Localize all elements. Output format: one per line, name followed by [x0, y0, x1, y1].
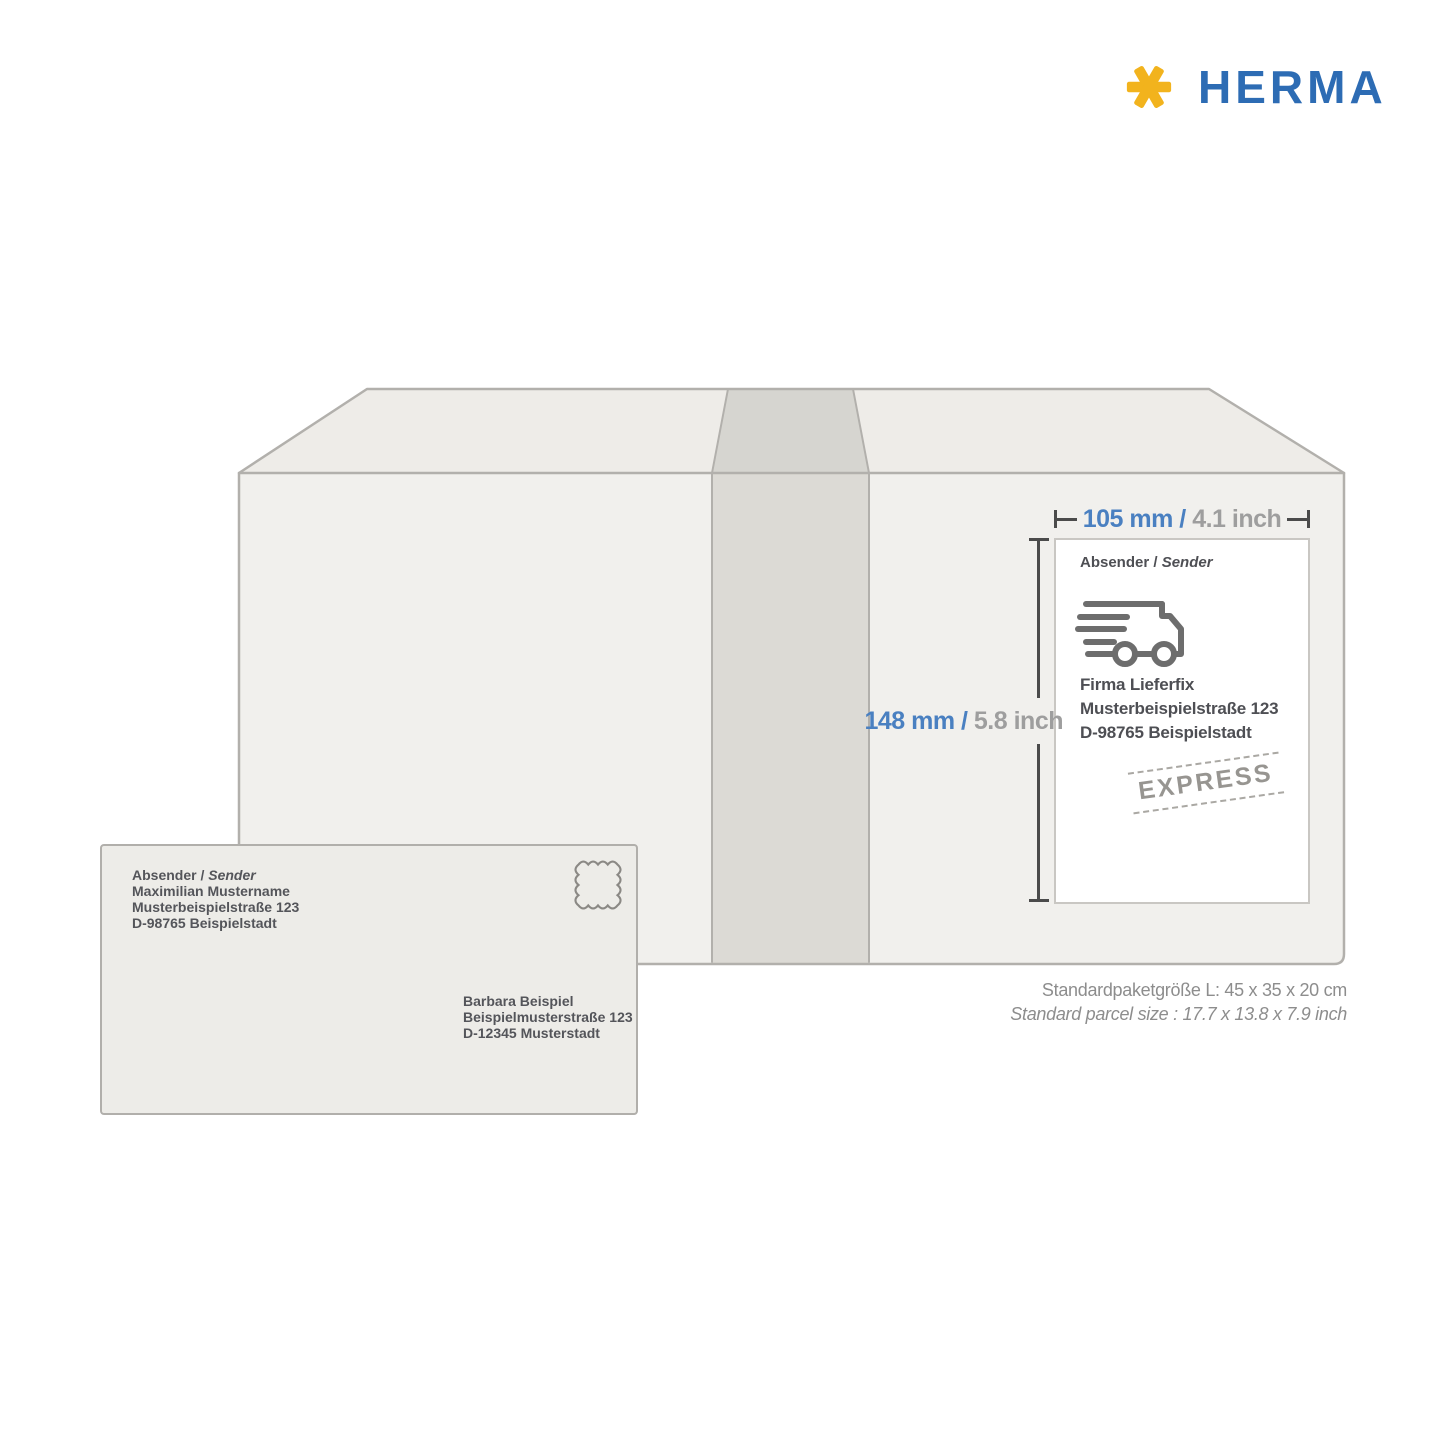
caption-line-imperial: Standard parcel size : 17.7 x 13.8 x 7.9 inch — [1010, 1004, 1347, 1024]
sender-heading-en: Sender — [1161, 554, 1213, 571]
envelope-recipient-line: D-12345 Musterstadt — [463, 1025, 600, 1041]
height-imperial: 5.8 inch — [973, 707, 1063, 735]
dimension-tick — [1029, 899, 1049, 902]
parcel-size-caption — [847, 978, 1347, 1026]
shipping-label — [1054, 538, 1310, 904]
label-address-block — [1080, 673, 1278, 745]
sender-heading-de: Absender / — [132, 867, 205, 883]
envelope-recipient-block — [463, 993, 633, 1041]
herma-asterisk-icon — [1126, 65, 1172, 109]
envelope-recipient-line: Barbara Beispiel — [463, 993, 574, 1009]
envelope-sender-line: Maximilian Mustername — [132, 883, 290, 899]
envelope-sender-line: Musterbeispielstraße 123 — [132, 899, 300, 915]
postage-stamp-icon — [572, 858, 624, 912]
label-address-line: Firma Lieferfix — [1080, 675, 1195, 694]
height-metric: 148 mm / — [864, 707, 968, 735]
envelope-sender-block — [132, 867, 299, 931]
dimension-line — [1287, 518, 1307, 521]
label-address-line: Musterbeispielstraße 123 — [1080, 699, 1279, 718]
label-width-dimension — [1054, 505, 1310, 533]
dimension-tick — [1307, 510, 1310, 528]
envelope-sender-line: D-98765 Beispielstadt — [132, 915, 277, 931]
label-height-value — [845, 707, 1063, 736]
herma-logo — [1126, 61, 1387, 113]
envelope-recipient-line: Beispielmusterstraße 123 — [463, 1009, 633, 1025]
brand-name: HERMA — [1198, 61, 1387, 113]
dimension-line — [1037, 744, 1040, 900]
width-imperial: 4.1 inch — [1192, 504, 1282, 533]
envelope — [100, 844, 638, 1115]
label-sender-heading — [1080, 554, 1213, 571]
delivery-truck-icon — [1070, 592, 1192, 670]
label-address-line: D-98765 Beispielstadt — [1080, 723, 1252, 742]
width-metric: 105 mm / — [1082, 504, 1186, 533]
label-width-value — [1083, 505, 1282, 534]
sender-heading-en: Sender — [208, 867, 256, 883]
envelope-sender-heading — [132, 867, 299, 883]
box-tape-lid — [712, 389, 869, 473]
caption-line-metric: Standardpaketgröße L: 45 x 35 x 20 cm — [1041, 980, 1347, 1000]
dimension-line — [1057, 518, 1077, 521]
express-stamp: EXPRESS — [1128, 752, 1284, 815]
sender-heading-de: Absender / — [1080, 554, 1158, 571]
dimension-line — [1037, 540, 1040, 698]
